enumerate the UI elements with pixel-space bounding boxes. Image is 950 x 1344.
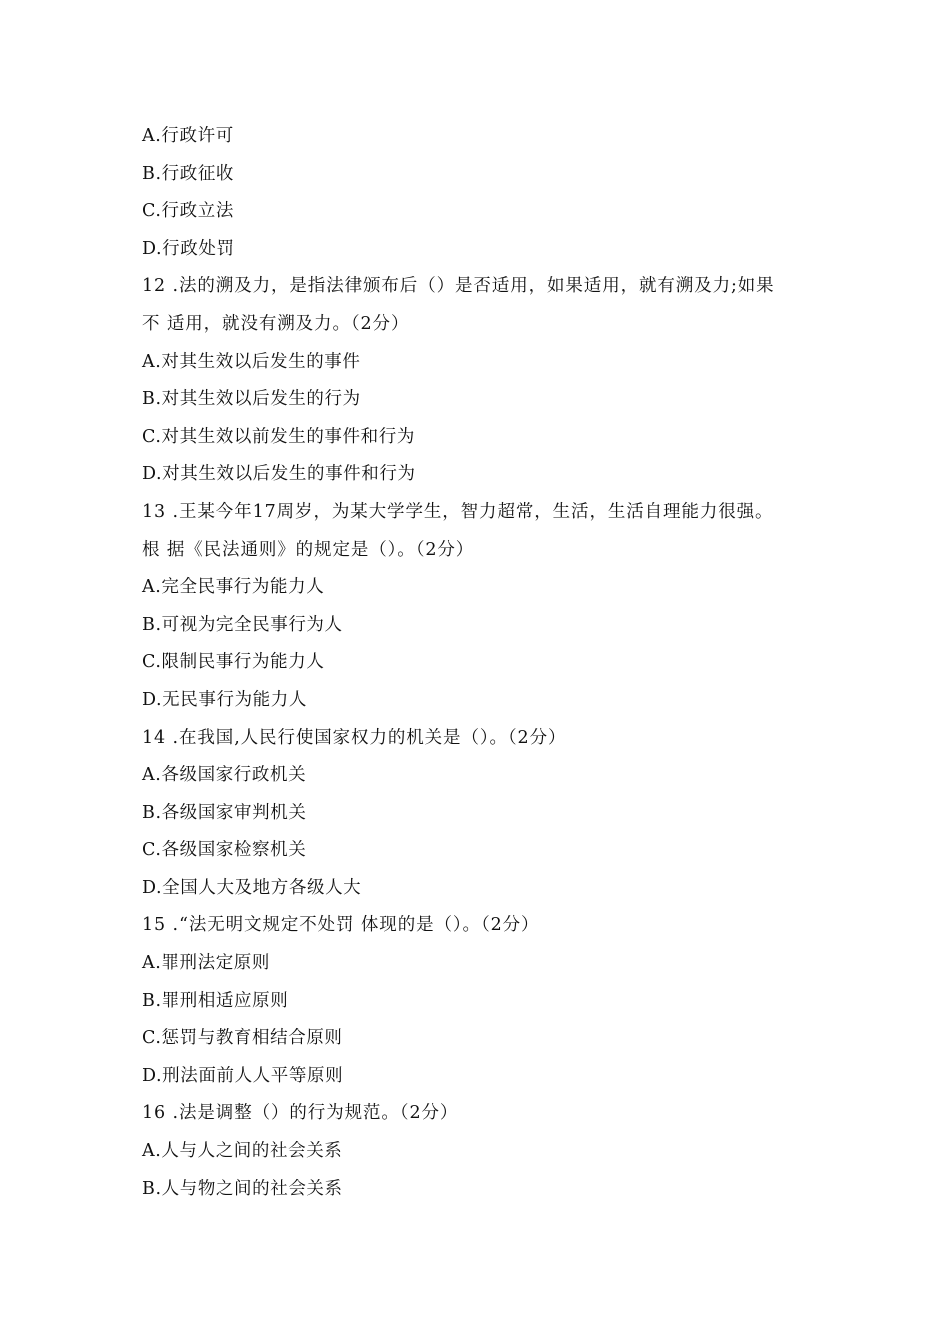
option-d: D.对其生效以后发生的事件和行为: [142, 464, 416, 485]
prev-question-options: [142, 118, 822, 268]
option-d: D.行政处罚: [142, 238, 235, 259]
option-a: A.人与人之间的社会关系: [142, 1141, 343, 1162]
question-12: [142, 268, 822, 494]
question-text: 根 据《民法通则》的规定是（）。（2分）: [142, 539, 475, 560]
question-13: [142, 494, 822, 720]
question-text: 13 .王某今年17周岁，为某大学学生，智力超常，生活，生活自理能力很强。: [142, 501, 774, 522]
option-a: A.完全民事行为能力人: [142, 577, 325, 598]
option-c: C.惩罚与教育相结合原则: [142, 1028, 343, 1049]
option-c: C.对其生效以前发生的事件和行为: [142, 426, 415, 447]
option-a: A.罪刑法定原则: [142, 953, 271, 974]
option-b: B.各级国家审判机关: [142, 802, 307, 823]
question-text: 16 .法是调整（）的行为规范。（2分）: [142, 1103, 459, 1124]
option-c: C.限制民事行为能力人: [142, 652, 325, 673]
option-a: A.行政许可: [142, 126, 234, 146]
document-page: [142, 118, 822, 1208]
question-text: 12 .法的溯及力，是指法律颁布后（）是否适用，如果适用，就有溯及力;如果: [142, 276, 775, 297]
question-16: [142, 1095, 822, 1208]
option-b: B.人与物之间的社会关系: [142, 1178, 343, 1199]
question-text: 14 .在我国,人民行使国家权力的机关是（）。（2分）: [142, 727, 567, 748]
option-a: A.对其生效以后发生的事件: [142, 351, 361, 372]
question-14: [142, 720, 822, 908]
question-text: 不 适用，就没有溯及力。（2分）: [142, 313, 410, 334]
question-15: [142, 907, 822, 1095]
option-d: D.无民事行为能力人: [142, 689, 307, 710]
option-a: A.各级国家行政机关: [142, 765, 307, 786]
option-b: B.可视为完全民事行为人: [142, 614, 343, 635]
option-c: C.各级国家检察机关: [142, 840, 307, 861]
option-b: B.罪刑相适应原则: [142, 990, 289, 1011]
option-c: C.行政立法: [142, 201, 234, 222]
option-d: D.全国人大及地方各级人大: [142, 877, 362, 898]
option-b: B.对其生效以后发生的行为: [142, 389, 361, 410]
option-d: D.刑法面前人人平等原则: [142, 1065, 344, 1086]
question-text: 15 .“法无明文规定不处罚 体现的是（）。（2分）: [142, 915, 540, 936]
option-b: B.行政征收: [142, 163, 235, 184]
